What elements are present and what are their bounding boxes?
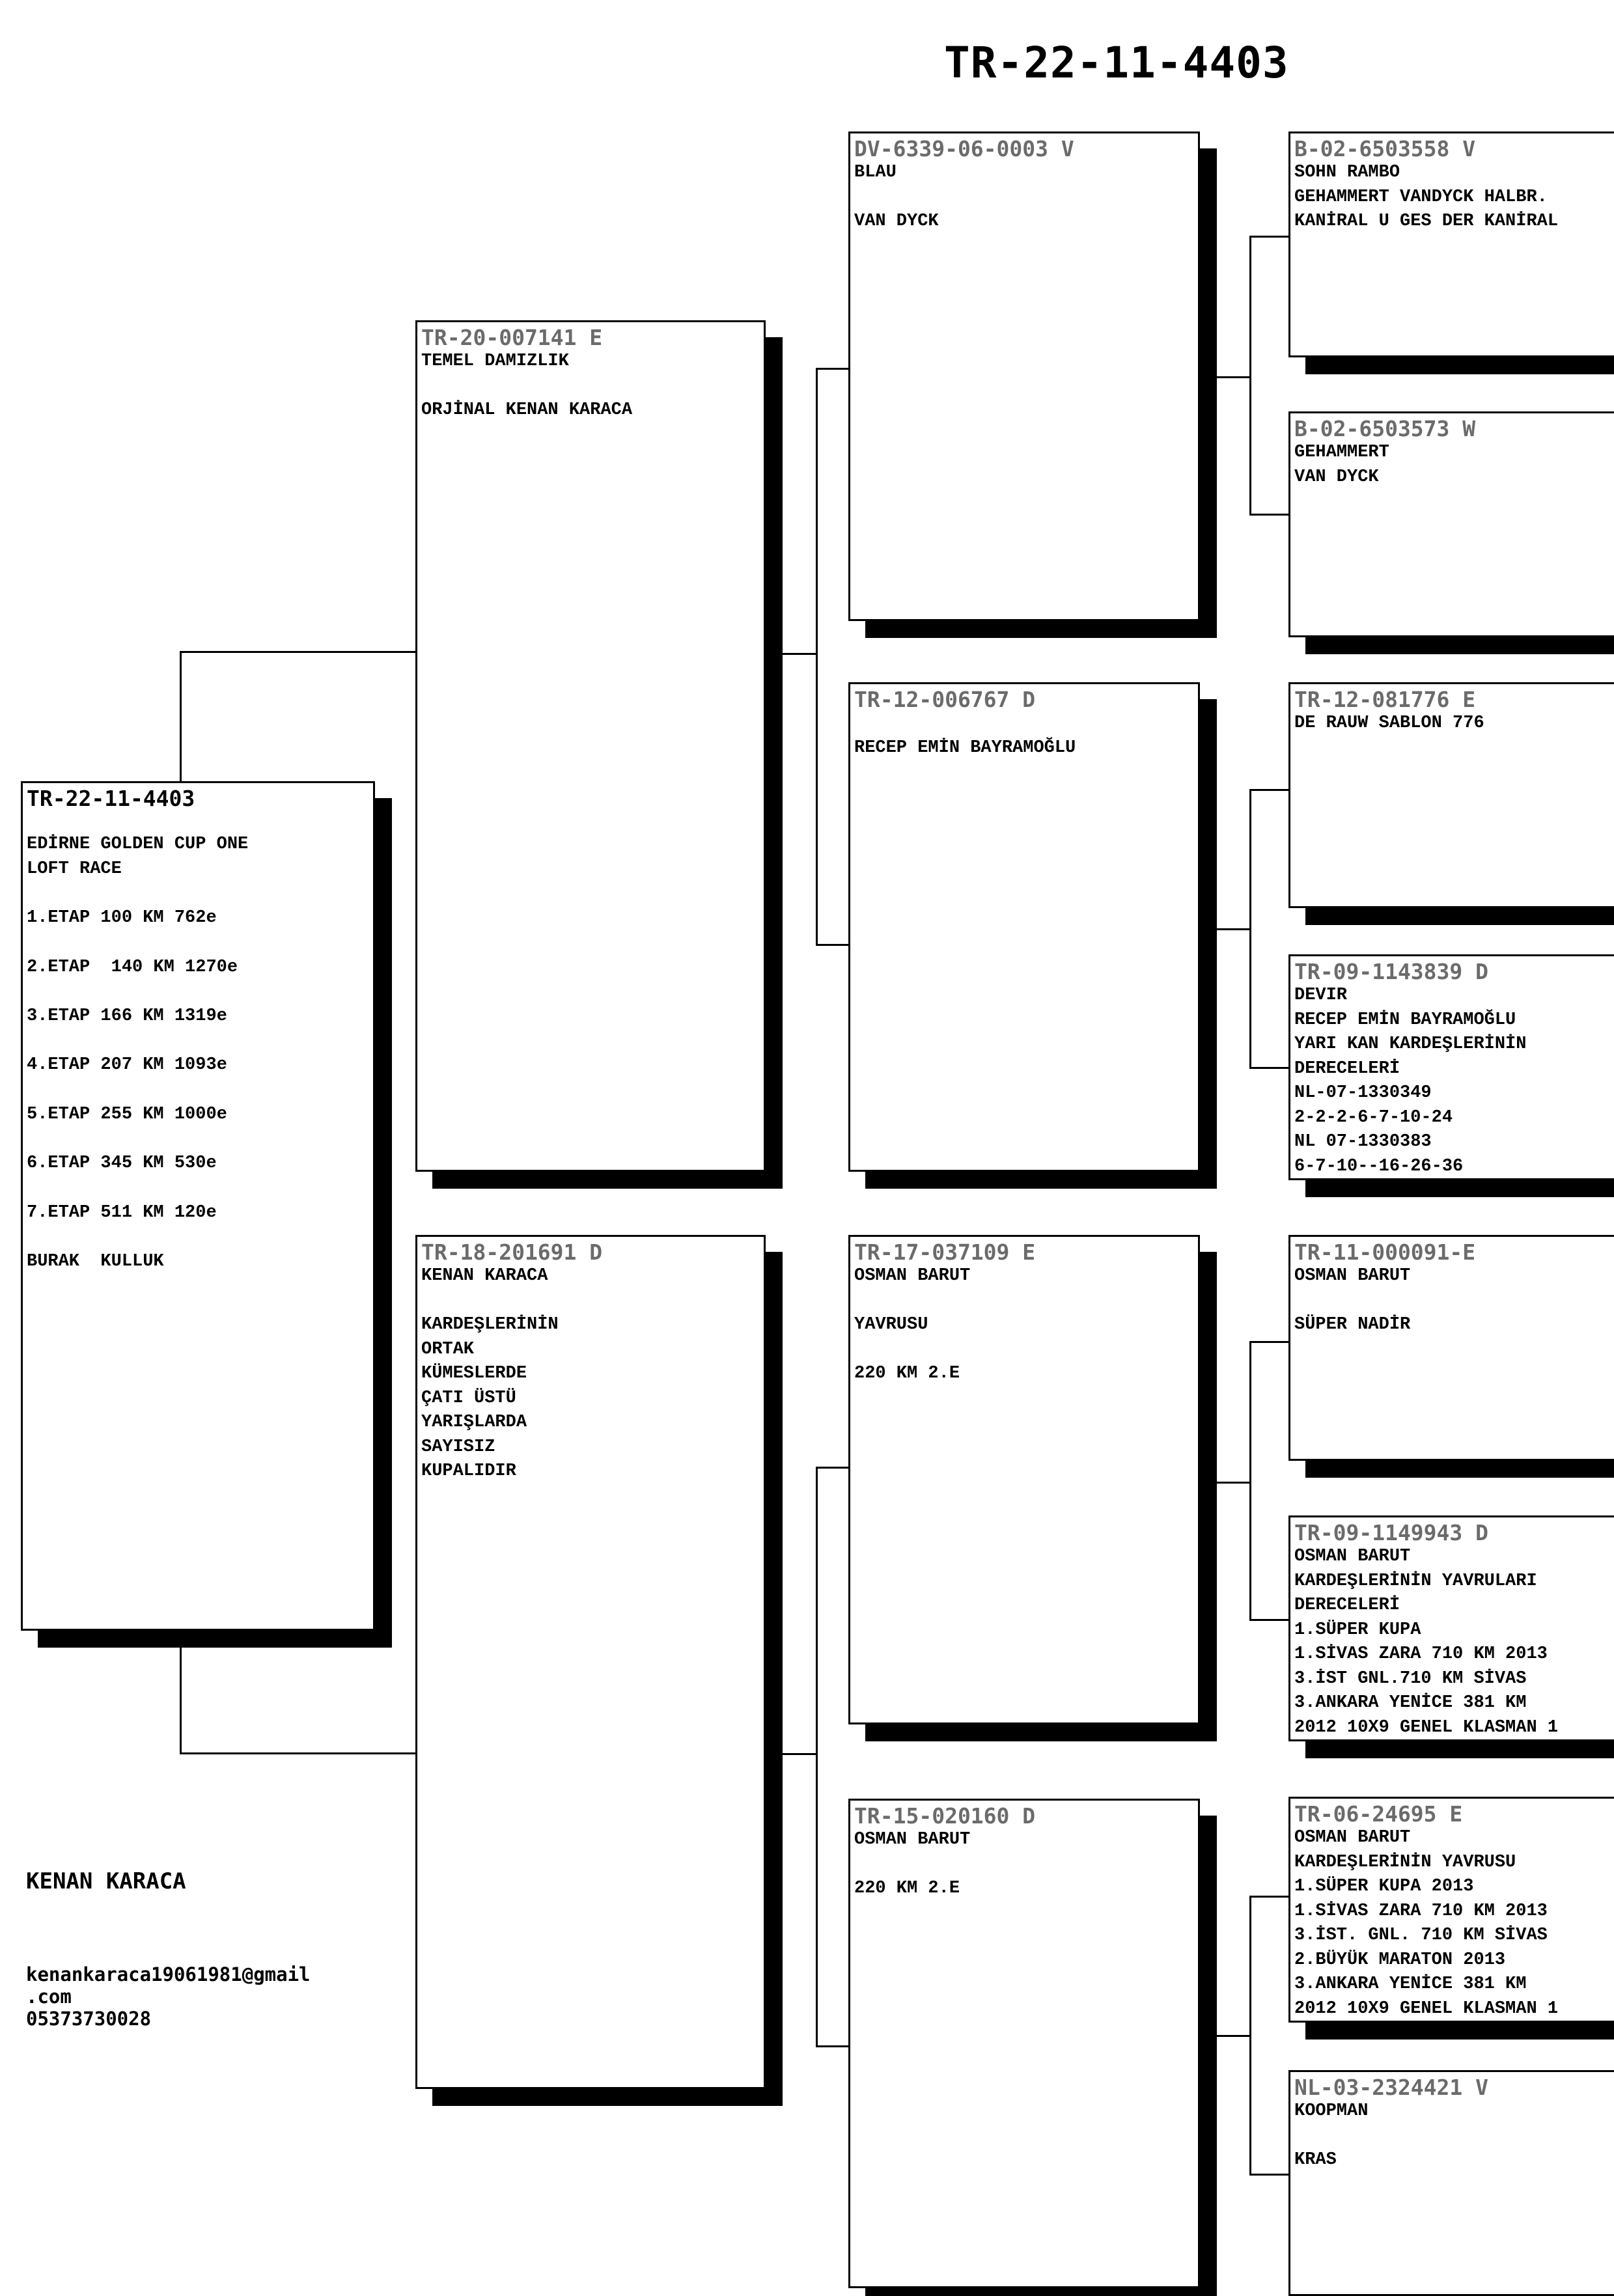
connector-line [1249, 236, 1288, 238]
great-grandparent-card [1288, 1235, 1614, 1461]
sire-card [415, 320, 766, 1172]
connector-line [1249, 1341, 1288, 1343]
sire-sire-info: BLAU VAN DYCK [854, 163, 939, 231]
dam-sire-ring-number: TR-17-037109 E [854, 1239, 1036, 1265]
owner-email: kenankaraca19061981@gmail .com [26, 1963, 311, 2008]
connector-line [1249, 1896, 1288, 1898]
sire-dam-card [848, 682, 1200, 1172]
great-grandparent-ring-number: B-02-6503573 W [1294, 416, 1476, 441]
great-grandparent-ring-number: TR-11-000091-E [1294, 1239, 1476, 1265]
great-grandparent-card [1288, 682, 1614, 908]
connector-line [1249, 1896, 1251, 2176]
owner-name: KENAN KARACA [26, 1868, 186, 1894]
connector-line [816, 2045, 848, 2047]
great-grandparent-ring-number: B-02-6503558 V [1294, 136, 1476, 161]
subject-ring-number: TR-22-11-4403 [27, 786, 195, 811]
sire-dam-info: RECEP EMİN BAYRAMOĞLU [854, 738, 1076, 758]
connector-line [1249, 1341, 1251, 1621]
connector-line [1249, 789, 1251, 1069]
great-grandparent-ring-number: TR-09-1143839 D [1294, 959, 1489, 984]
connector-line [1215, 928, 1251, 930]
subject-card [21, 781, 375, 1631]
connector-line [816, 944, 848, 946]
great-grandparent-info: DEVIR RECEP EMİN BAYRAMOĞLU YARI KAN KARDEŞLERİNİN DERECELERİ NL-07-1330349 2-2-2-6-7-10-24 NL 07-1330383 6-7-10--16-26-36 [1294, 986, 1527, 1176]
connector-line [180, 1640, 182, 1754]
connector-line [1249, 1619, 1288, 1621]
great-grandparent-ring-number: TR-09-1149943 D [1294, 1520, 1489, 1545]
dam-info: KENAN KARACA KARDEŞLERİNİN ORTAK KÜMESLERDE ÇATI ÜSTÜ YARIŞLARDA SAYISIZ KUPALIDIR [421, 1266, 559, 1481]
connector-line [816, 1467, 848, 1469]
connector-line [180, 651, 415, 653]
great-grandparent-ring-number: TR-12-081776 E [1294, 687, 1476, 712]
connector-line [781, 1753, 817, 1755]
great-grandparent-ring-number: TR-06-24695 E [1294, 1801, 1463, 1827]
connector-line [1249, 1067, 1288, 1069]
great-grandparent-info: SOHN RAMBO GEHAMMERT VANDYCK HALBR. KANİRAL U GES DER KANİRAL [1294, 163, 1559, 231]
great-grandparent-info: OSMAN BARUT KARDEŞLERİNİN YAVRULARI DERECELERİ 1.SÜPER KUPA 1.SİVAS ZARA 710 KM 2013 3.İST GNL.710 KM SİVAS 3.ANKARA YENİCE 381 KM 2012 10X9 GENEL KLASMAN 1 [1294, 1547, 1559, 1737]
connector-line [816, 368, 848, 370]
great-grandparent-info: DE RAUW SABLON 776 [1294, 713, 1484, 733]
great-grandparent-info: OSMAN BARUT KARDEŞLERİNİN YAVRUSU 1.SÜPER KUPA 2013 1.SİVAS ZARA 710 KM 2013 3.İST. GNL. 710 KM SİVAS 2.BÜYÜK MARATON 2013 3.ANKARA YENİCE 381 KM 2012 10X9 GENEL KLASMAN 1 [1294, 1828, 1559, 2019]
great-grandparent-info: GEHAMMERT VAN DYCK [1294, 443, 1389, 487]
connector-line [1249, 789, 1288, 791]
sire-sire-ring-number: DV-6339-06-0003 V [854, 136, 1074, 161]
connector-line [1249, 2174, 1288, 2176]
great-grandparent-card [1288, 411, 1614, 637]
sire-ring-number: TR-20-007141 E [421, 325, 603, 350]
connector-line [1249, 236, 1251, 516]
dam-sire-card [848, 1235, 1200, 1724]
connector-line [1249, 514, 1288, 516]
connector-line [816, 1467, 818, 2047]
great-grandparent-card [1288, 131, 1614, 357]
sire-sire-card [848, 131, 1200, 621]
pedigree-title: TR-22-11-4403 [944, 38, 1289, 88]
connector-line [1215, 2035, 1251, 2037]
connector-line [1215, 376, 1251, 378]
connector-line [180, 1752, 415, 1754]
dam-card [415, 1235, 766, 2089]
connector-line [180, 651, 182, 781]
sire-info: TEMEL DAMIZLIK ORJİNAL KENAN KARACA [421, 352, 633, 420]
great-grandparent-ring-number: NL-03-2324421 V [1294, 2075, 1489, 2100]
subject-info: EDİRNE GOLDEN CUP ONE LOFT RACE 1.ETAP 100 KM 762e 2.ETAP 140 KM 1270e 3.ETAP 166 KM 1319e 4.ETAP 207 KM 1093e 5.ETAP 255 KM 1000e 6.ETAP 345 KM 530e 7.ETAP 511 KM 120e BURAK KULLUK [27, 835, 249, 1271]
dam-dam-info: OSMAN BARUT 220 KM 2.E [854, 1830, 971, 1898]
owner-phone: 05373730028 [26, 2008, 152, 2030]
great-grandparent-card [1288, 954, 1614, 1180]
dam-ring-number: TR-18-201691 D [421, 1239, 603, 1265]
connector-line [816, 368, 818, 946]
great-grandparent-card [1288, 2070, 1614, 2296]
great-grandparent-info: OSMAN BARUT SÜPER NADİR [1294, 1266, 1411, 1335]
dam-sire-info: OSMAN BARUT YAVRUSU 220 KM 2.E [854, 1266, 971, 1383]
dam-dam-card [848, 1799, 1200, 2288]
great-grandparent-card [1288, 1515, 1614, 1741]
connector-line [781, 653, 817, 655]
great-grandparent-info: KOOPMAN KRAS [1294, 2101, 1369, 2170]
great-grandparent-card [1288, 1797, 1614, 2023]
dam-dam-ring-number: TR-15-020160 D [854, 1803, 1036, 1829]
sire-dam-ring-number: TR-12-006767 D [854, 687, 1036, 712]
connector-line [1215, 1482, 1251, 1484]
owner-contact [26, 1963, 311, 2030]
